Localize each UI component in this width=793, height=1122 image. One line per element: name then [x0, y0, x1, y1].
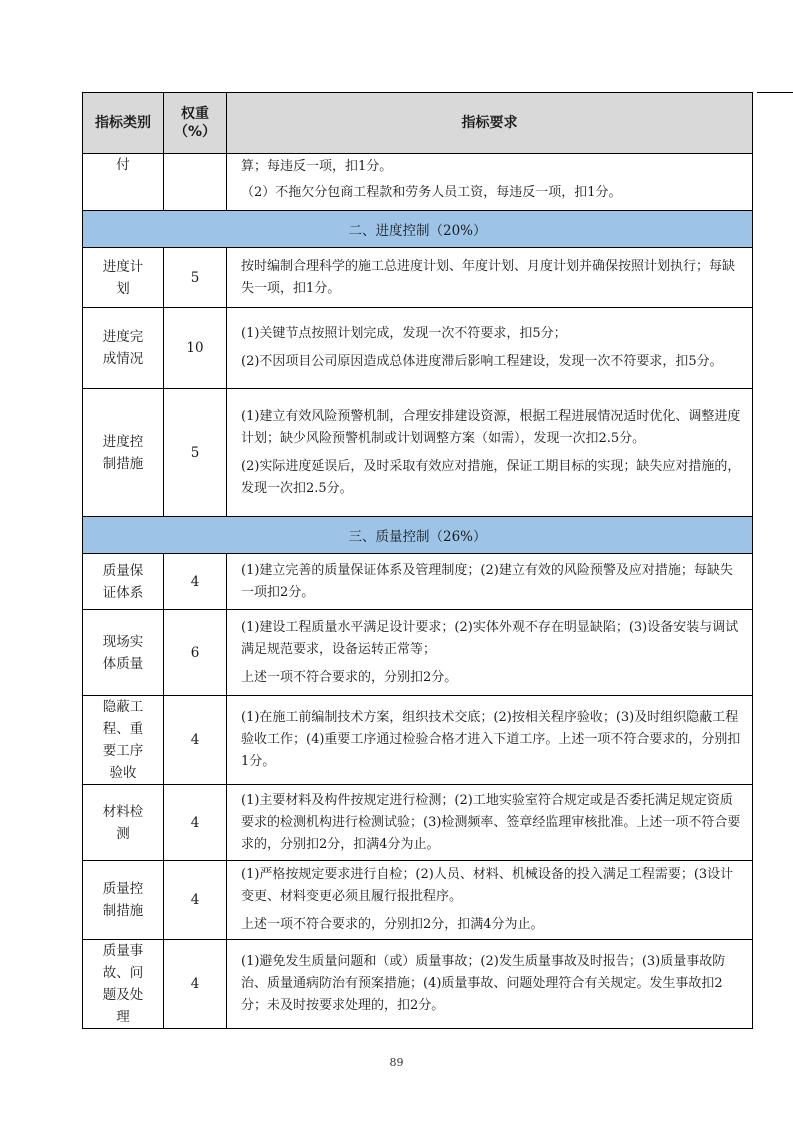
header-requirement: 指标要求 [227, 93, 753, 154]
evaluation-table [82, 92, 753, 1029]
indicator-weight: 5 [164, 389, 227, 517]
table-body [83, 154, 753, 1029]
table-row [83, 554, 753, 610]
continuation-weight [164, 154, 227, 211]
indicator-weight: 4 [164, 861, 227, 940]
requirement-paragraph: (1)在施工前编制技术方案，组织技术交底；(2)按相关程序验收；(3)及时组织隐蔽工程验收工作；(4)重要工序通过检验合格才进入下道工序。上述一项不符合要求的，分别扣1分。 [241, 710, 741, 769]
requirement-paragraph: (1)避免发生质量问题和（或）质量事故；(2)发生质量事故及时报告；(3)质量事故防治、质量通病防治有预案措施；(4)质量事故、问题处理符合有关规定。发生事故扣2分；未及时按要求处理的，扣2分。 [241, 954, 726, 1013]
indicator-requirement [227, 696, 753, 785]
requirement-paragraph: (2)实际进度延误后，及时采取有效应对措施，保证工期目标的实现；缺失应对措施的，发现一次扣2.5分。 [241, 458, 741, 496]
requirement-paragraph: (1)建立有效风险预警机制，合理安排建设资源，根据工程进展情况适时优化、调整进度计划；缺少风险预警机制或计划调整方案（如需），发现一次扣2.5分。 [241, 408, 741, 446]
header-weight [164, 93, 227, 154]
table-row [83, 940, 753, 1029]
continuation-line: （2）不拖欠分包商工程款和劳务人员工资，每违反一项，扣1分。 [241, 185, 622, 200]
table-row [83, 308, 753, 389]
requirement-paragraph: (1)严格按规定要求进行自检；(2)人员、材料、机械设备的投入满足工程需要；(3设计变更、材料变更必须且履行报批程序。 [241, 867, 734, 904]
table-row [83, 248, 753, 308]
indicator-requirement [227, 861, 753, 940]
continuation-requirement [227, 154, 753, 211]
indicator-category: 进度计划 [83, 248, 164, 308]
indicator-requirement [227, 610, 753, 696]
requirement-paragraph: (1)建立完善的质量保证体系及管理制度；(2)建立有效的风险预警及应对措施；每缺失一项扣2分。 [241, 562, 733, 600]
section-header-row [83, 517, 753, 554]
continuation-line: 算；每违反一项，扣1分。 [241, 159, 393, 174]
section-title: 三、质量控制（26%） [83, 517, 753, 554]
indicator-category: 质量事故、问题及处理 [83, 940, 164, 1029]
requirement-paragraph: (1)主要材料及构件按规定进行检测；(2)工地实验室符合规定或是否委托满足规定资质要求的检测机构进行检测试验；(3)检测频率、签章经监理审核批准。上述一项不符合要求的，分别扣2分，扣满4分为止。 [241, 792, 741, 852]
table-header-row [83, 93, 753, 154]
indicator-category: 质量保证体系 [83, 554, 164, 610]
indicator-weight: 4 [164, 785, 227, 861]
indicator-category: 质量控制措施 [83, 861, 164, 940]
header-rule [757, 92, 793, 93]
indicator-category: 现场实体质量 [83, 610, 164, 696]
indicator-weight: 4 [164, 696, 227, 785]
indicator-requirement [227, 248, 753, 308]
indicator-requirement [227, 389, 753, 517]
section-title: 二、进度控制（20%） [83, 211, 753, 248]
continuation-category: 付 [83, 154, 164, 211]
table-row [83, 785, 753, 861]
page-number: 89 [389, 1056, 404, 1069]
requirement-paragraph: 按时编制合理科学的施工总进度计划、年度计划、月度计划并确保按照计划执行；每缺失一项，扣1分。 [241, 258, 736, 296]
table-row [83, 610, 753, 696]
table-row [83, 696, 753, 785]
indicator-requirement [227, 785, 753, 861]
indicator-requirement [227, 940, 753, 1029]
header-category: 指标类别 [83, 93, 164, 154]
indicator-weight: 10 [164, 308, 227, 389]
indicator-requirement [227, 554, 753, 610]
indicator-category: 进度控制措施 [83, 389, 164, 517]
requirement-paragraph: (1)建设工程质量水平满足设计要求；(2)实体外观不存在明显缺陷；(3)设备安装与调试满足规范要求，设备运转正常等； [241, 619, 739, 657]
section-header-row [83, 211, 753, 248]
indicator-weight: 4 [164, 554, 227, 610]
requirement-paragraph: 上述一项不符合要求的，分别扣2分。 [241, 669, 458, 685]
indicator-weight: 5 [164, 248, 227, 308]
requirement-paragraph: 上述一项不符合要求的，分别扣2分，扣满4分为止。 [241, 917, 544, 932]
requirement-paragraph: (2)不因项目公司原因造成总体进度滞后影响工程建设，发现一次不符要求，扣5分。 [241, 354, 723, 369]
requirement-paragraph: (1)关键节点按照计划完成，发现一次不符要求，扣5分； [241, 326, 567, 341]
indicator-weight: 4 [164, 940, 227, 1029]
indicator-category: 隐蔽工程、重要工序验收 [83, 696, 164, 785]
indicator-weight: 6 [164, 610, 227, 696]
continuation-row [83, 154, 753, 211]
table-row [83, 389, 753, 517]
indicator-category: 进度完成情况 [83, 308, 164, 389]
indicator-category: 材料检测 [83, 785, 164, 861]
table-row [83, 861, 753, 940]
indicator-requirement [227, 308, 753, 389]
header-weight-label: 权重 （%） [173, 106, 217, 140]
